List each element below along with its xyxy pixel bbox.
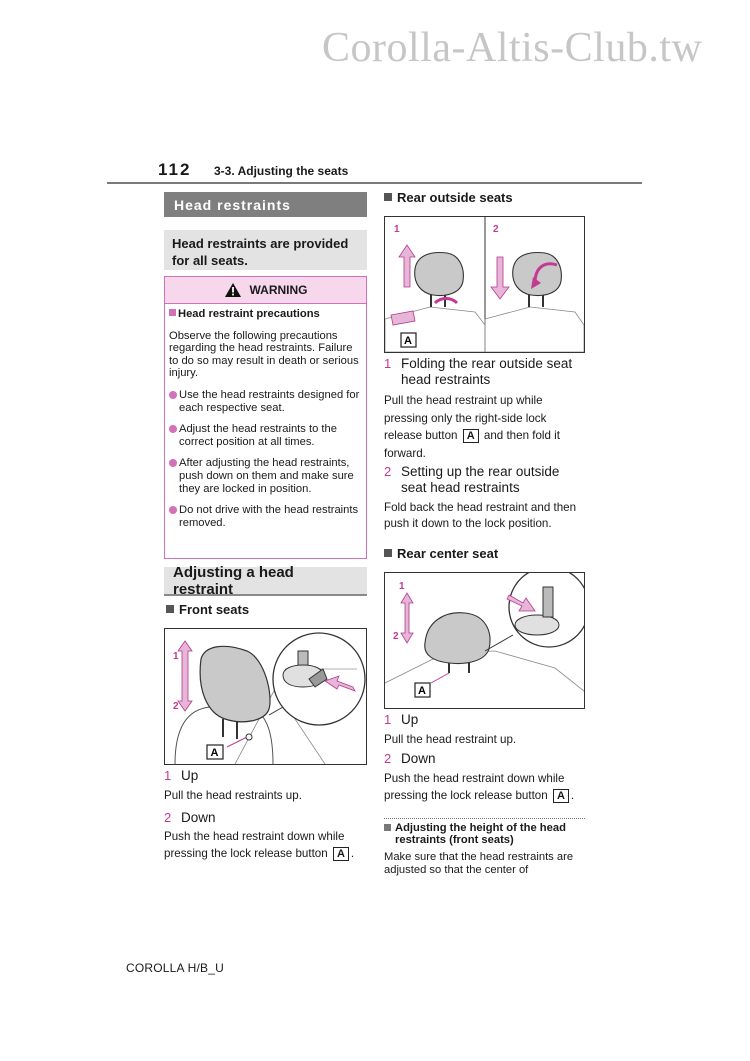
figure-label-a: A — [418, 685, 426, 697]
center-steps — [384, 712, 584, 805]
step-item — [164, 768, 367, 784]
warning-text: Observe the following precautions regarding the head restraints. Failure to do so may result in death or serious injury. — [169, 329, 359, 380]
step-desc-text: Pull the head restraint up while pressing only the right-side lock release button — [384, 394, 547, 442]
figure-number-1: 1 — [173, 651, 179, 662]
step-item — [384, 464, 584, 496]
intro-box: Head restraints are provided for all seats. — [164, 230, 367, 270]
front-seat-figure — [164, 628, 367, 765]
rear-outside-heading — [384, 190, 513, 205]
warning-box — [164, 276, 367, 559]
lock-release-button-label: A — [553, 789, 569, 803]
section-title: 3-3. Adjusting the seats — [214, 164, 349, 178]
figure-number-1: 1 — [394, 224, 400, 235]
front-seats-heading — [166, 602, 249, 617]
warning-list — [169, 389, 362, 529]
bullet-icon — [169, 506, 177, 514]
step-item — [164, 810, 367, 826]
warning-triangle-icon — [224, 282, 242, 298]
step-desc-end: . — [570, 789, 575, 802]
warning-item — [169, 457, 362, 495]
square-bullet-icon — [384, 193, 392, 201]
step-number: 2 — [164, 809, 172, 825]
step-label: Folding the rear outside seat head restraints — [401, 356, 573, 387]
front-seats-heading-text: Front seats — [179, 602, 250, 617]
bullet-icon — [169, 459, 177, 467]
step-desc-end: and then fold it forward. — [384, 429, 560, 460]
warning-item — [169, 389, 362, 414]
figure-number-2: 2 — [393, 631, 399, 642]
lock-release-button-label: A — [333, 847, 349, 861]
step-item — [384, 751, 584, 767]
figure-label-a: A — [404, 335, 412, 347]
footer-model: COROLLA H/B_U — [126, 961, 224, 975]
warning-item-text: Use the head restraints designed for each respective seat. — [179, 388, 360, 414]
square-bullet-icon — [166, 605, 174, 613]
step-number: 2 — [384, 750, 392, 766]
front-seat-illustration — [165, 629, 366, 764]
step-number: 1 — [384, 356, 392, 371]
figure-number-2: 2 — [493, 224, 499, 235]
figure-number-2: 2 — [173, 701, 179, 712]
warning-header — [165, 277, 366, 304]
adjusting-heading: Adjusting a head restraint — [164, 567, 367, 596]
rear-center-illustration — [385, 573, 584, 708]
step-number: 2 — [384, 464, 392, 479]
figure-number-1: 1 — [399, 581, 405, 592]
figure-label-a: A — [210, 747, 219, 759]
step-label: Down — [181, 809, 216, 825]
lock-release-button-label: A — [463, 429, 479, 443]
step-desc-end: . — [350, 847, 355, 860]
step-label: Setting up the rear outside seat head restraints — [401, 464, 560, 495]
rear-outside-figure — [384, 216, 585, 353]
bullet-icon — [169, 425, 177, 433]
front-steps — [164, 768, 367, 863]
rear-outside-illustration — [385, 217, 584, 352]
step-item — [384, 712, 584, 728]
height-heading — [384, 822, 589, 846]
step-item — [384, 356, 584, 388]
rear-center-heading-text: Rear center seat — [397, 546, 499, 561]
step-label: Up — [401, 712, 419, 727]
watermark: Corolla-Altis-Club.tw — [322, 25, 703, 71]
warning-item — [169, 423, 362, 448]
square-bullet-icon — [384, 824, 391, 831]
step-desc — [384, 770, 584, 805]
step-desc: Fold back the head restraint and then push it down to the lock position. — [384, 501, 577, 530]
step-desc — [164, 828, 367, 863]
step-label: Down — [401, 750, 436, 766]
step-number: 1 — [384, 712, 392, 727]
step-number: 1 — [164, 768, 172, 783]
warning-item-text: After adjusting the head restraints, push down on them and make sure they are locked in position. — [179, 457, 354, 495]
rear-center-heading — [384, 546, 498, 561]
rear-center-figure — [384, 572, 585, 709]
warning-item-text: Do not drive with the head restraints removed. — [179, 504, 359, 529]
head-restraints-title: Head restraints — [164, 192, 367, 217]
bullet-icon — [169, 391, 177, 399]
warning-item — [169, 504, 362, 529]
page-number: 112 — [158, 160, 192, 179]
step-desc: Pull the head restraint up. — [384, 733, 517, 746]
header-rule — [107, 182, 642, 184]
outside-steps — [384, 356, 584, 531]
square-bullet-icon — [169, 309, 176, 316]
rear-outside-heading-text: Rear outside seats — [397, 190, 513, 205]
height-heading-text: Adjusting the height of the head restraints (front seats) — [395, 822, 566, 846]
step-desc-text: Push the head restraint down while pressing the lock release button — [384, 771, 565, 802]
step-desc-text: Push the head restraint down while pressing the lock release button — [164, 829, 345, 860]
step-desc: Pull the head restraints up. — [164, 789, 302, 802]
warning-label: WARNING — [249, 283, 308, 297]
height-text: Make sure that the head restraints are adjusted so that the center of — [384, 851, 574, 876]
step-label: Up — [181, 768, 199, 783]
warning-title — [169, 308, 362, 321]
subsection-rule — [384, 818, 585, 820]
warning-title-text: Head restraint precautions — [178, 308, 320, 320]
warning-item-text: Adjust the head restraints to the correct position at all times. — [179, 423, 337, 448]
step-desc — [384, 392, 584, 462]
square-bullet-icon — [384, 549, 392, 557]
